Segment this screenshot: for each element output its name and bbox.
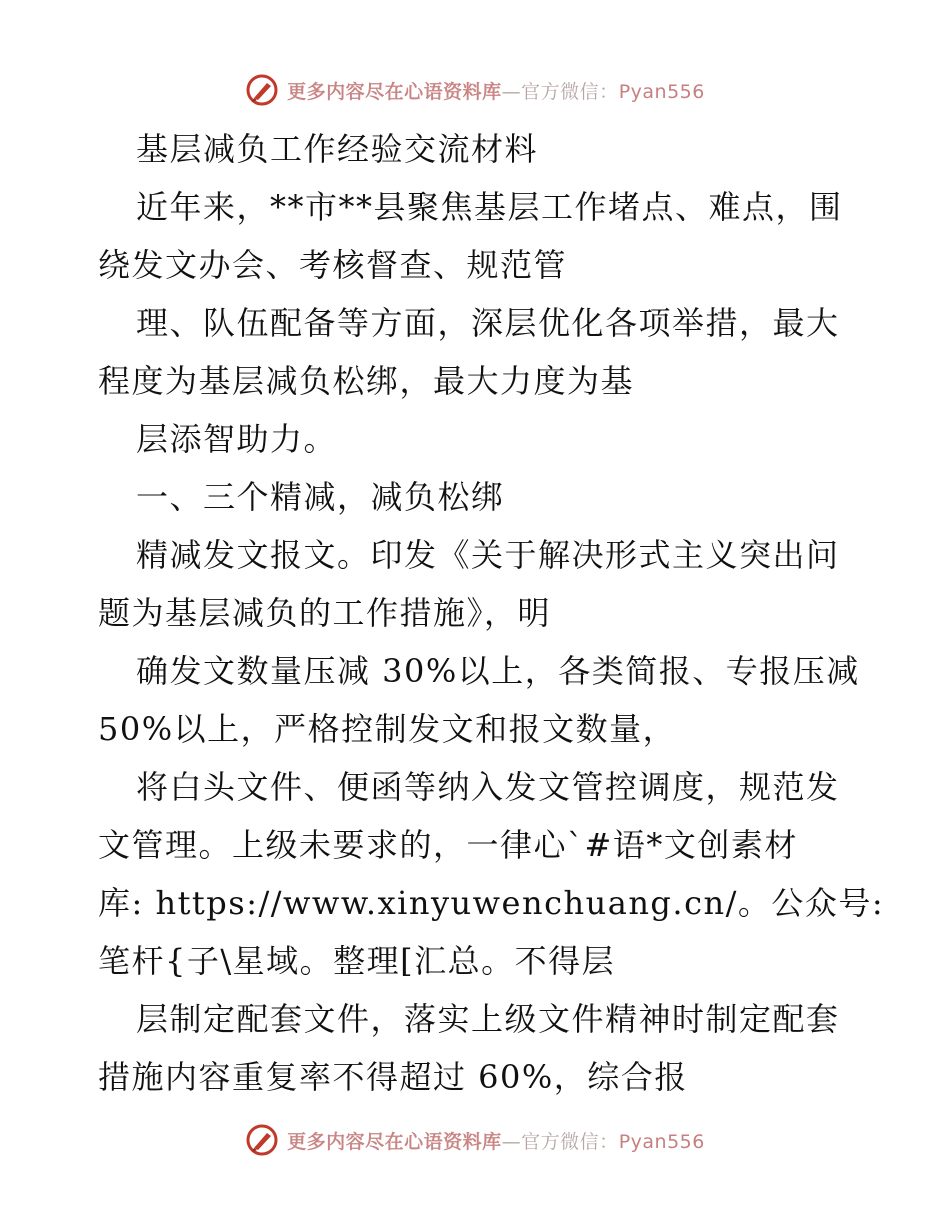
text-line: 库: https://www.xinyuwenchuang.cn/。公众号:	[98, 884, 885, 922]
watermark-text	[287, 1127, 705, 1154]
text-line: 绕发文办会、考核督查、规范管	[98, 246, 568, 284]
text-line: 笔杆{子\星域。整理[汇总。不得层	[98, 942, 616, 980]
pen-logo-icon	[245, 73, 279, 107]
text-line: 理、队伍配备等方面，深层优化各项举措，最大	[136, 304, 840, 342]
text-line: 层添智助力。	[136, 420, 338, 458]
text-line: 措施内容重复率不得超过 60%，综合报	[98, 1058, 688, 1096]
text-line: 层制定配套文件，落实上级文件精神时制定配套	[136, 1000, 840, 1038]
watermark-separator: —官方微信：	[501, 80, 619, 103]
text-line: 程度为基层减负松绑，最大力度为基	[98, 362, 635, 400]
text-line: 近年来，**市**县聚焦基层工作堵点、难点，围	[136, 188, 843, 226]
watermark-wechat-id: Pyan556	[618, 80, 705, 103]
text-line: 题为基层减负的工作措施》，明	[98, 594, 552, 632]
pen-logo-icon	[245, 1123, 279, 1157]
watermark-wechat-id: Pyan556	[618, 1130, 705, 1153]
header-watermark	[0, 70, 950, 110]
text-line: 50%以上，严格控制发文和报文数量，	[98, 710, 677, 748]
watermark-main: 更多内容尽在心语资料库	[287, 80, 502, 103]
watermark-text	[287, 77, 705, 104]
text-line: 文管理。上级未要求的，一律心`#语*文创素材	[98, 826, 798, 864]
text-line: 基层减负工作经验交流材料	[136, 130, 539, 168]
document-body	[98, 120, 885, 1106]
watermark-main: 更多内容尽在心语资料库	[287, 1130, 502, 1153]
text-line: 确发文数量压减 30%以上，各类简报、专报压减	[136, 652, 860, 690]
text-line: 将白头文件、便函等纳入发文管控调度，规范发	[136, 768, 840, 806]
footer-watermark	[0, 1120, 950, 1160]
text-line: 一、三个精减，减负松绑	[136, 478, 505, 516]
text-line: 精减发文报文。印发《关于解决形式主义突出问	[136, 536, 840, 574]
watermark-separator: —官方微信：	[501, 1130, 619, 1153]
